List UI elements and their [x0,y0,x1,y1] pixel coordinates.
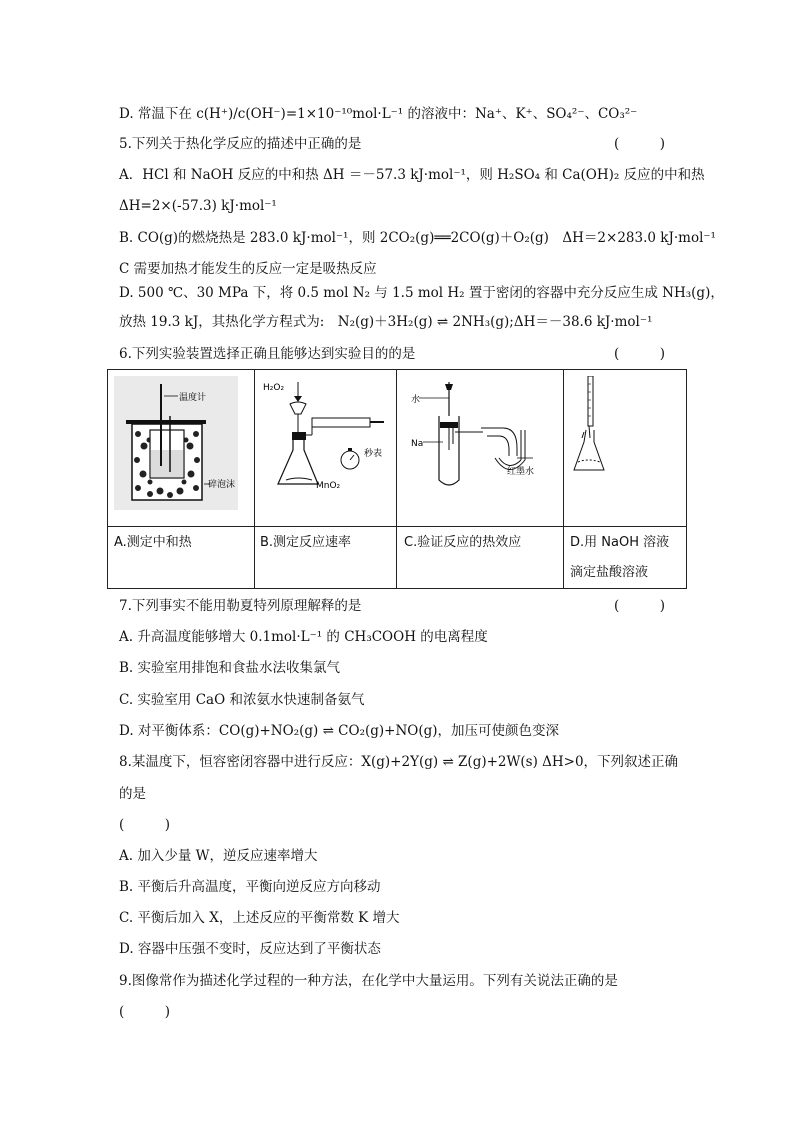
q8-option-c: C. 平衡后加入 X，上述反应的平衡常数 K 增大 [119,910,400,926]
red-ink-label: 红墨水 [507,467,535,477]
q6-stem: 6.下列实验装置选择正确且能够达到实验目的的是 [119,346,416,362]
caption-b: B.测定反应速率 [260,535,352,550]
q7-answer-paren: ( ) [614,598,666,614]
q7-option-c: C. 实验室用 CaO 和浓氨水快速制备氨气 [119,692,365,708]
apparatus-table [107,369,687,589]
q7-option-a: A. 升高温度能够增大 0.1mol·L⁻¹ 的 CH₃COOH 的电离程度 [119,629,488,645]
q5-option-d-line2: 放热 19.3 kJ，其热化学方程式为: N₂(g)＋3H₂(g) ⇌ 2NH₃(g);ΔH＝－38.6 kJ·mol⁻¹ [119,314,653,330]
q7-option-d: D. 对平衡体系：CO(g)+NO₂(g) ⇌ CO₂(g)+NO(g)，加压可使颜色变深 [119,723,560,739]
h2o2-label: H₂O₂ [263,383,285,393]
q9-stem: 9.图像常作为描述化学过程的一种方法，在化学中大量运用。下列有关说法正确的是 [119,973,618,989]
calorimeter-figure [114,376,238,510]
mno2-label: MnO₂ [316,481,341,491]
table-divider [563,370,564,588]
table-divider [396,370,397,588]
na-label: Na [411,439,424,449]
caption-d-line1: D.用 NaOH 溶液 [570,535,670,550]
stopwatch-label: 秒表 [364,449,383,459]
q7-stem: 7.下列事实不能用勒夏特列原理解释的是 [119,598,362,614]
q6-answer-paren: ( ) [614,346,666,362]
thermometer-label: 温度计 [179,393,207,403]
q8-stem-line2: 的是 [119,786,146,802]
q5-option-d-line1: D. 500 ℃、30 MPa 下，将 0.5 mol N₂ 与 1.5 mol H₂ 置于密闭的容器中充分反应生成 NH₃(g)， [119,285,724,301]
q5-option-a-line1: A．HCl 和 NaOH 反应的中和热 ΔH ＝－57.3 kJ·mol⁻¹，则 H₂SO₄ 和 Ca(OH)₂ 反应的中和热 [119,167,705,183]
q5-answer-paren: ( ) [614,136,666,152]
caption-c: C.验证反应的热效应 [404,535,522,550]
q8-option-b: B. 平衡后升高温度，平衡向逆反应方向移动 [119,879,381,895]
q9-answer-paren: ( ) [119,1004,171,1020]
q8-stem-line1: 8.某温度下，恒容密闭容器中进行反应：X(g)+2Y(g) ⇌ Z(g)+2W(s) ΔH>0，下列叙述正确 [119,754,679,770]
table-divider [108,526,686,527]
q8-answer-paren: ( ) [119,817,171,833]
q7-option-b: B. 实验室用排饱和食盐水法收集氯气 [119,660,341,676]
q5-option-a-line2: ΔH=2×(-57.3) kJ·mol⁻¹ [119,198,277,214]
titration-figure [568,376,628,486]
q5-option-c: C 需要加热才能发生的反应一定是吸热反应 [119,261,377,277]
q5-option-b: B. CO(g)的燃烧热是 283.0 kJ·mol⁻¹，则 2CO₂(g)══2CO(g)＋O₂(g) ΔH＝2×283.0 kJ·mol⁻¹ [119,230,716,246]
foam-label: 碎泡沫 [208,480,236,490]
water-label: 水 [411,395,421,405]
table-divider [254,370,255,588]
q8-option-a: A. 加入少量 W，逆反应速率增大 [119,848,318,864]
caption-a: A.测定中和热 [114,535,192,550]
caption-d-line2: 滴定盐酸溶液 [570,565,649,580]
q8-option-d: D. 容器中压强不变时，反应达到了平衡状态 [119,941,381,957]
q4-option-d: D. 常温下在 c(H⁺)/c(OH⁻)=1×10⁻¹⁰mol·L⁻¹ 的溶液中：Na⁺、K⁺、SO₄²⁻、CO₃²⁻ [119,106,638,122]
heat-effect-figure [403,376,553,496]
reaction-rate-figure [260,376,390,496]
q5-stem: 5.下列关于热化学反应的描述中正确的是 [119,136,362,152]
